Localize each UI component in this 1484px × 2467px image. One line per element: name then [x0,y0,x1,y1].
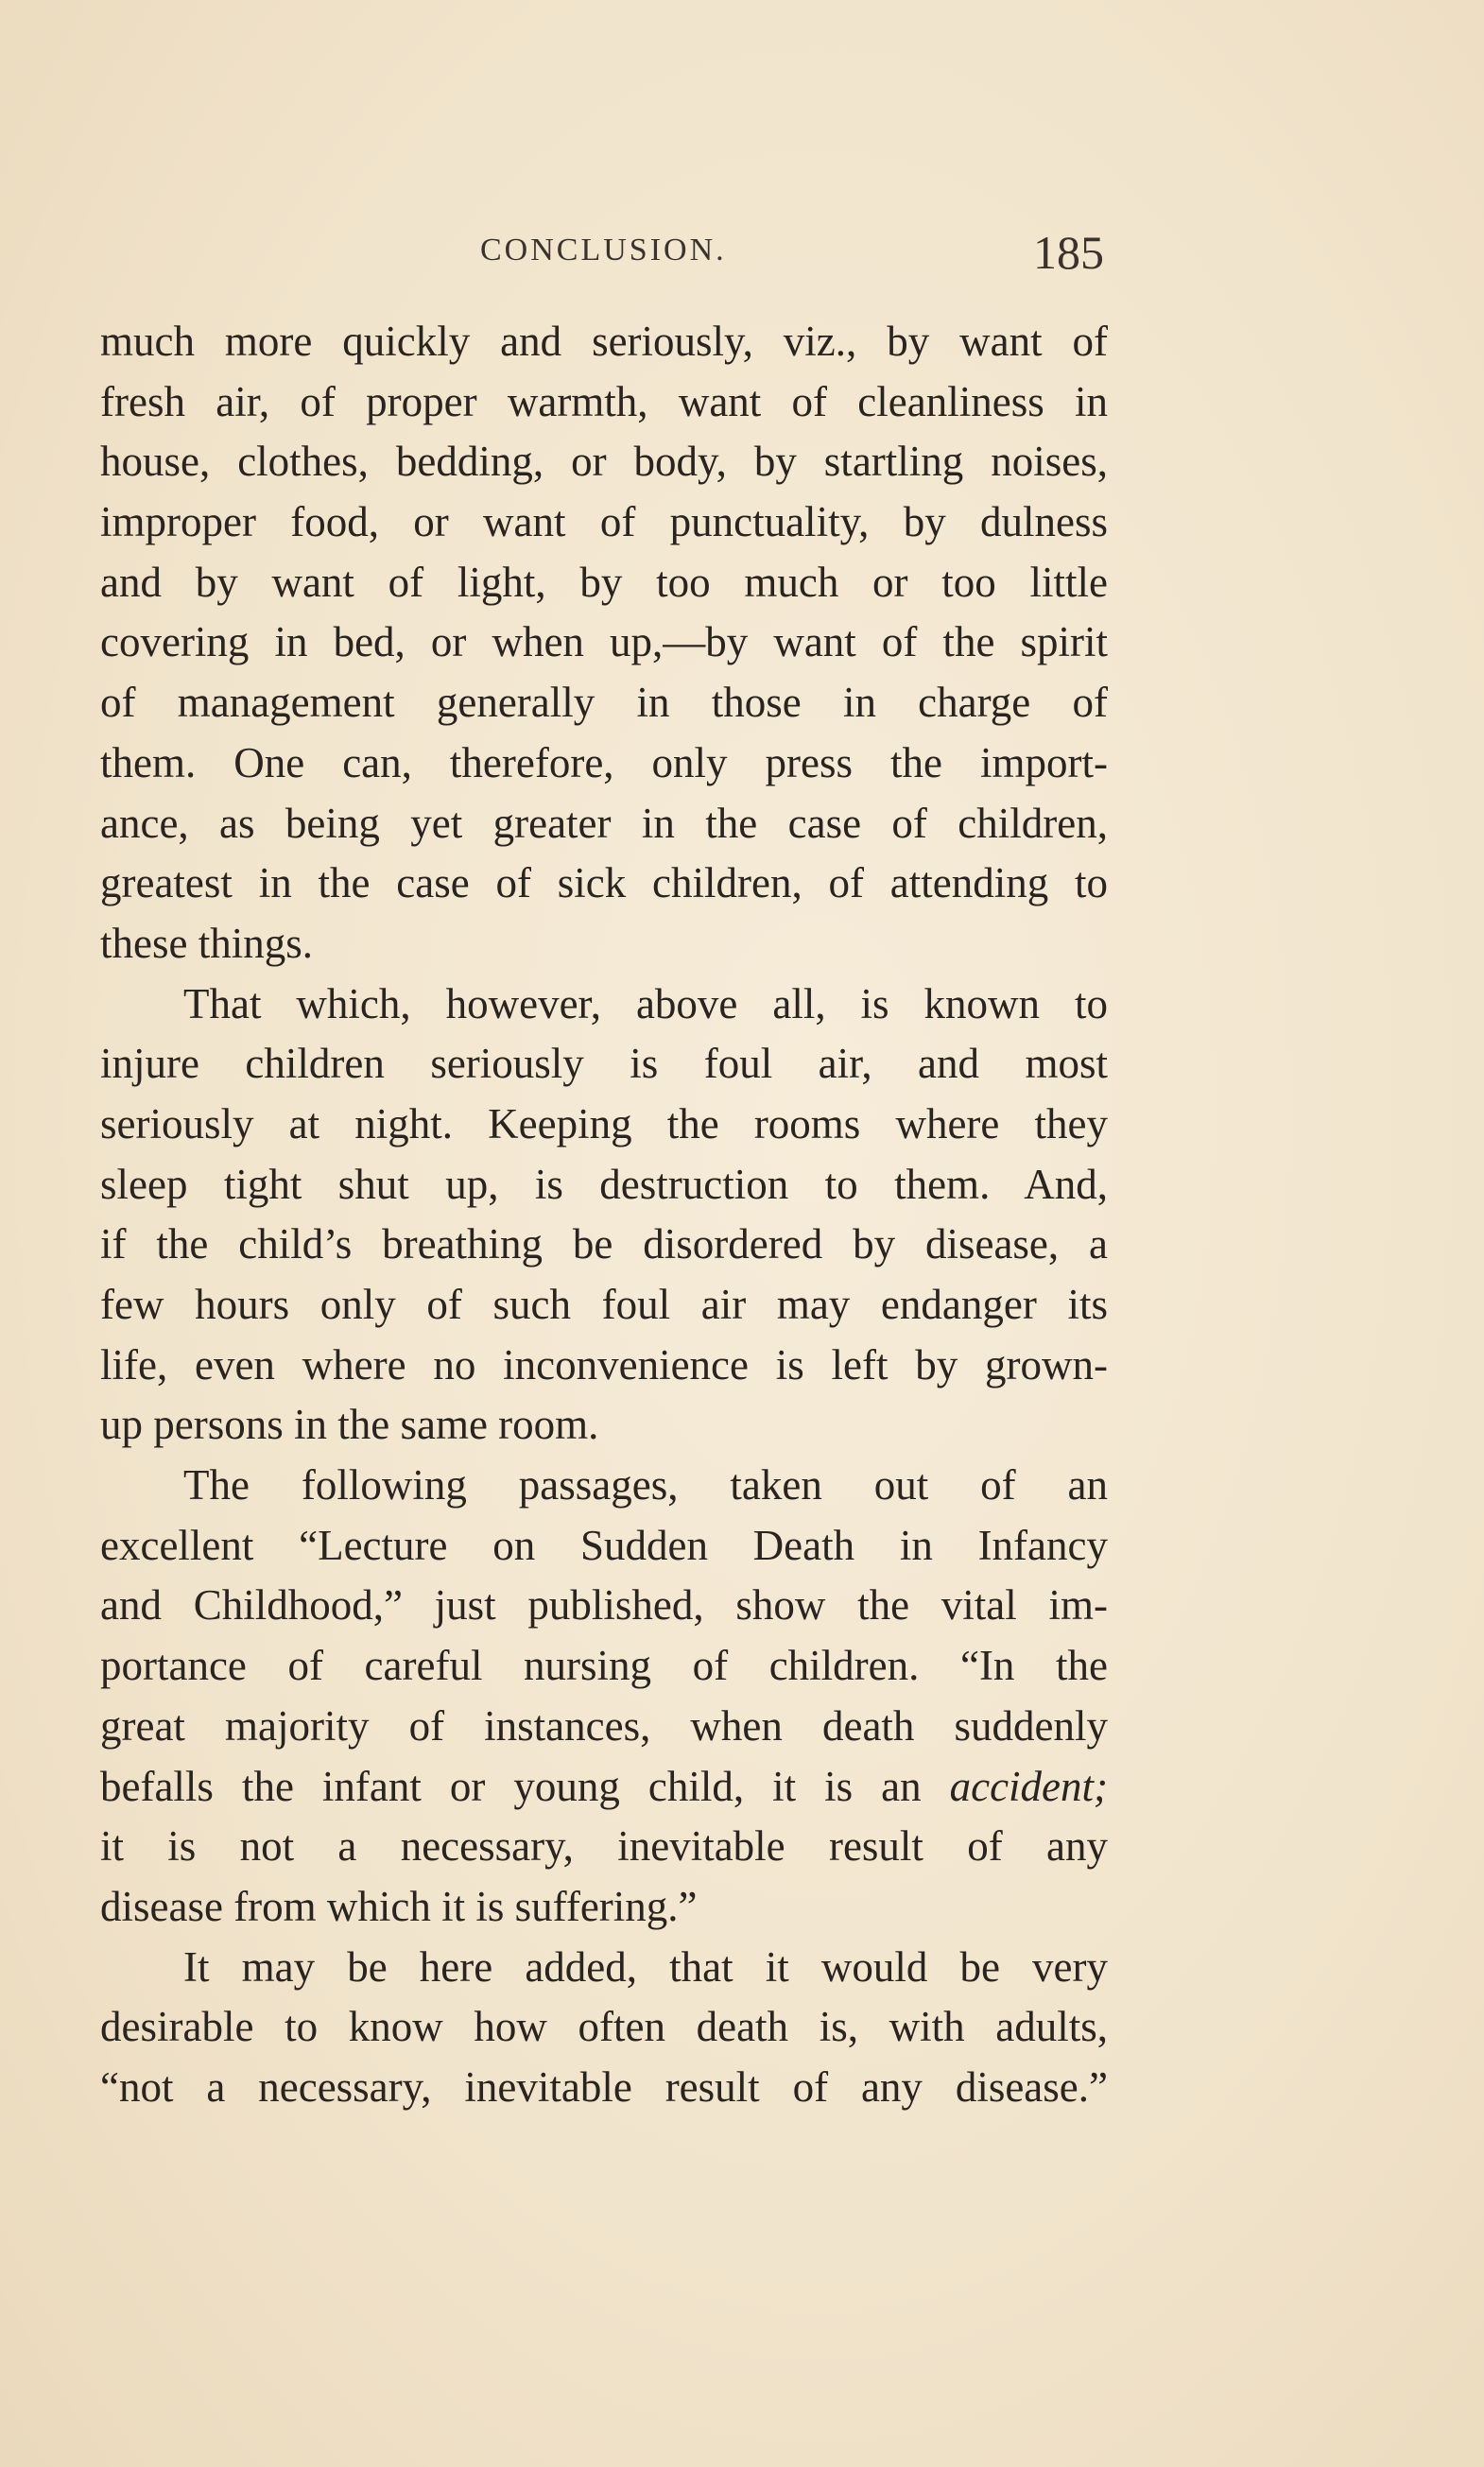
text-line: and by want of light, by too much or too little [100,558,1108,606]
text-line: “not a necessary, inevitable result of any disease.” [100,2062,1108,2111]
text-line: house, clothes, bedding, or body, by startling noises, [100,438,1108,486]
text-line: much more quickly and seriously, viz., by want of [100,318,1108,365]
page-header [102,225,1104,291]
text-line: seriously at night. Keeping the rooms where they [100,1099,1108,1147]
text-line: excellent “Lecture on Sudden Death in Infancy [100,1521,1108,1569]
text-line: portance of careful nursing of children. “In the [100,1642,1108,1690]
text-line: them. One can, therefore, only press the import- [100,738,1108,786]
text-line: greatest in the case of sick children, of attending to [100,859,1108,907]
text-line: disease from which it is suffering.” [100,1882,698,1930]
page-number: 185 [1033,226,1104,279]
body-text [100,312,1108,2118]
text-line: That which, however, above all, is known to [183,979,1108,1027]
text-line: covering in bed, or when up,—by want of the spirit [100,618,1108,666]
text-line: It may be here added, that it would be very [183,1942,1108,1991]
text-line: of management generally in those in charge of [100,679,1108,727]
text-line: ance, as being yet greater in the case of children, [100,799,1108,847]
text-line: desirable to know how often death is, with adults, [100,2003,1108,2051]
text-line-segment: befalls the infant or young child, it is an [100,1762,922,1810]
text-line-with-italic [100,1757,1108,1818]
text-line: and Childhood,” just published, show the vital im- [100,1581,1108,1630]
running-head: CONCLUSION. [480,233,727,267]
text-line: it is not a necessary, inevitable result of any [100,1822,1108,1871]
text-line: great majority of instances, when death suddenly [100,1701,1108,1750]
text-line: The following passages, taken out of an [183,1461,1108,1510]
text-line: up persons in the same room. [100,1401,599,1449]
text-line: life, even where no inconvenience is left by grown- [100,1340,1108,1389]
text-line: few hours only of such foul air may endanger its [100,1281,1108,1328]
text-line: sleep tight shut up, is destruction to them. And, [100,1160,1108,1208]
text-line: these things. [100,919,313,967]
italic-word: accident; [949,1762,1109,1810]
text-line: injure children seriously is foul air, and most [100,1040,1108,1088]
text-line: fresh air, of proper warmth, want of cleanliness in [100,377,1108,425]
text-line: improper food, or want of punctuality, by dulness [100,498,1108,546]
text-line: if the child’s breathing be disordered by disease, a [100,1220,1108,1268]
